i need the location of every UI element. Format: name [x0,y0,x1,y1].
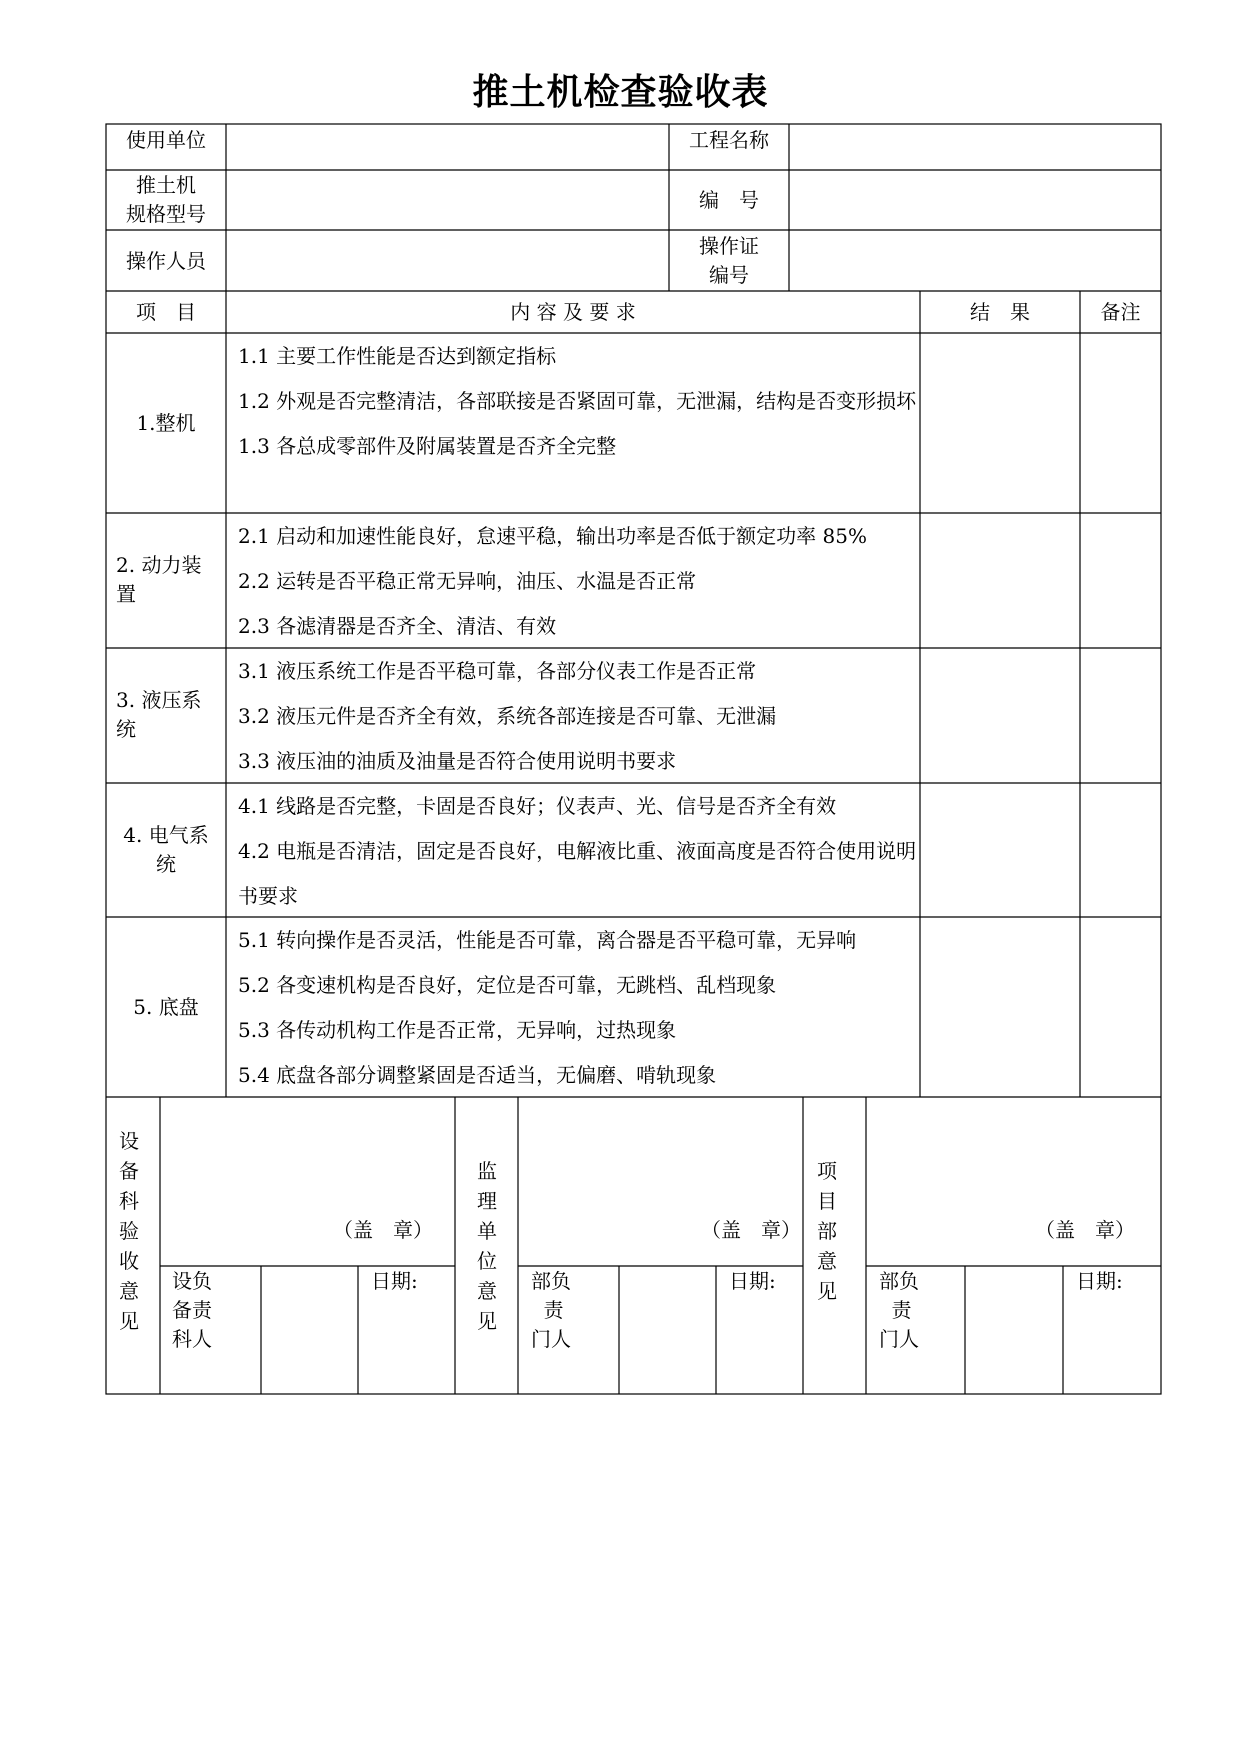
note-cell[interactable] [1080,783,1161,917]
note-cell[interactable] [1080,648,1161,783]
requirement-item: 1.1 主要工作性能是否达到额定指标 [238,344,557,368]
result-cell[interactable] [920,783,1080,917]
unit-field[interactable] [226,124,669,170]
section-requirements [238,784,918,919]
requirement-item: 5.3 各传动机构工作是否正常，无异响，过热现象 [238,1018,677,1042]
section-name: 1.整机 [136,411,196,435]
requirement-item: 4.2 电瓶是否清洁，固定是否良好，电解液比重、液面高度是否符合使用说明书要求 [238,839,917,908]
supervision-head-label-line3: 门人 [531,1327,571,1351]
cert-label-line1: 操作证 [699,234,759,258]
supervision-date-label: 日期: [729,1269,776,1293]
requirement-item: 1.3 各总成零部件及附属装置是否齐全完整 [238,434,617,458]
requirement-item: 1.2 外观是否完整清洁，各部联接是否紧固可靠，无泄漏，结构是否变形损坏 [238,389,917,413]
number-field[interactable] [789,170,1161,230]
requirement-item: 3.1 液压系统工作是否平稳可靠，各部分仪表工作是否正常 [238,659,757,683]
operator-field[interactable] [226,230,669,291]
section-name: 统 [156,852,176,876]
supervision-head-label-line1: 部负 [531,1269,571,1293]
result-cell[interactable] [920,513,1080,648]
project-dept-opinion-label: 项目部意见 [817,1159,837,1303]
section-requirements [238,918,918,1098]
equipment-head-label-line1: 设负 [172,1269,212,1293]
project-head-label-line1: 部负 [879,1269,919,1293]
operator-label: 操作人员 [126,249,206,273]
col-content-header: 内 容 及 要 求 [510,300,636,324]
unit-label: 使用单位 [126,128,206,152]
requirement-item: 5.4 底盘各部分调整紧固是否适当，无偏磨、啃轨现象 [238,1063,717,1087]
col-note-header: 备注 [1100,300,1141,324]
col-item-header: 项 目 [136,300,196,324]
cert-label-line2: 编号 [709,263,749,287]
project-label: 工程名称 [689,128,769,152]
requirement-item: 3.3 液压油的油质及油量是否符合使用说明书要求 [238,749,677,773]
equipment-dept-opinion-label: 设备科验收意见 [119,1129,139,1333]
section-name: 2. 动力装 [116,553,202,577]
form-title: 推土机检查验收表 [472,72,769,113]
note-cell[interactable] [1080,917,1161,1097]
model-label-line2: 规格型号 [126,202,206,226]
supervision-head-label-line2: 责 [543,1298,564,1322]
project-head-label-line3: 门人 [879,1327,919,1351]
equipment-head-label-line3: 科人 [172,1327,212,1351]
note-cell[interactable] [1080,333,1161,513]
project-head-signature-field[interactable] [965,1266,1063,1394]
requirement-item: 5.2 各变速机构是否良好，定位是否可靠，无跳档、乱档现象 [238,973,777,997]
result-cell[interactable] [920,648,1080,783]
section-requirements [238,649,918,784]
equipment-head-signature-field[interactable] [261,1266,358,1394]
requirement-item: 3.2 液压元件是否齐全有效，系统各部连接是否可靠、无泄漏 [238,704,777,728]
supervision-seal: （盖 章） [701,1218,801,1242]
requirement-item: 2.2 运转是否平稳正常无异响，油压、水温是否正常 [238,569,697,593]
section-name: 4. 电气系 [123,823,209,847]
requirement-item: 4.1 线路是否完整，卡固是否良好；仪表声、光、信号是否齐全有效 [238,794,837,818]
requirement-item: 2.1 启动和加速性能良好，怠速平稳，输出功率是否低于额定功率 85% [238,524,867,548]
project-dept-seal: （盖 章） [1035,1218,1135,1242]
supervision-opinion-label: 监理单位意见 [477,1159,497,1333]
project-field[interactable] [789,124,1161,170]
cert-field[interactable] [789,230,1161,291]
number-label: 编 号 [699,188,759,212]
project-date-label: 日期: [1076,1269,1123,1293]
project-head-label-line2: 责 [891,1298,912,1322]
model-label-line1: 推土机 [136,173,196,197]
section-name: 统 [116,717,136,741]
section-name: 3. 液压系 [116,688,202,712]
equipment-dept-seal: （盖 章） [333,1218,433,1242]
result-cell[interactable] [920,917,1080,1097]
equipment-date-label: 日期: [371,1269,418,1293]
section-name: 置 [116,582,136,606]
col-result-header: 结 果 [970,300,1030,324]
note-cell[interactable] [1080,513,1161,648]
equipment-head-label-line2: 备责 [172,1298,212,1322]
supervision-head-signature-field[interactable] [619,1266,716,1394]
section-requirements [238,514,918,649]
requirement-item: 2.3 各滤清器是否齐全、清洁、有效 [238,614,557,638]
section-requirements [238,334,918,469]
requirement-item: 5.1 转向操作是否灵活，性能是否可靠，离合器是否平稳可靠，无异响 [238,928,857,952]
section-name: 5. 底盘 [133,995,199,1019]
model-field[interactable] [226,170,669,230]
result-cell[interactable] [920,333,1080,513]
